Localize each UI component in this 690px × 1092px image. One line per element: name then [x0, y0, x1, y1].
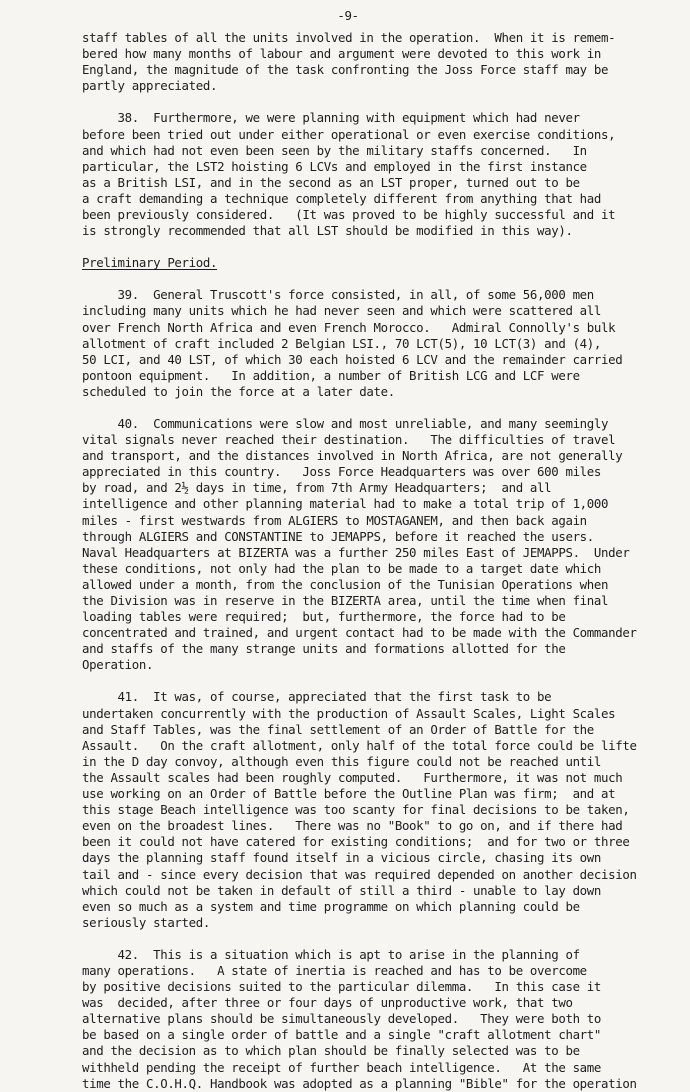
- text-line: partly appreciated.: [82, 78, 218, 94]
- text-line: these conditions, not only had the plan to be made to a target date which: [82, 560, 602, 576]
- text-line: 40. Communications were slow and most unreliable, and many seemingly: [82, 415, 609, 431]
- text-line: staff tables of all the units involved in the operation. When it is remem-: [82, 30, 616, 46]
- text-line: concentrated and trained, and urgent contact had to be made with the Commander: [82, 625, 637, 641]
- text-line: allotment of craft included 2 Belgian LSI., 70 LCT(5), 10 LCT(3) and (4),: [82, 335, 602, 351]
- text-line: many operations. A state of inertia is reached and has to be overcome: [82, 962, 587, 978]
- text-line: been it could not have catered for existing conditions; and for two or three: [82, 834, 630, 850]
- text-line: pontoon equipment. In addition, a number of British LCG and LCF were: [82, 367, 580, 383]
- text-line: seriously started.: [82, 914, 210, 930]
- text-line: which could not be taken in default of still a third - unable to lay down: [82, 882, 602, 898]
- text-line: was decided, after three or four days of unproductive work, that two: [82, 995, 573, 1011]
- page-number: -9-: [337, 8, 359, 23]
- paragraph-gap: [82, 94, 684, 110]
- paragraph-gap: [82, 400, 684, 416]
- paragraph-gap: [82, 239, 684, 255]
- paragraph: [82, 689, 684, 930]
- text-line: over French North Africa and even French Morocco. Admiral Connolly's bulk: [82, 319, 616, 335]
- text-line: before been tried out under either operational or even exercise conditions,: [82, 126, 616, 142]
- text-line: Operation.: [82, 657, 154, 673]
- section-heading: Preliminary Period.: [82, 255, 218, 271]
- paragraph-gap: [82, 673, 684, 689]
- text-line: Naval Headquarters at BIZERTA was a further 250 miles East of JEMAPPS. Under: [82, 544, 630, 560]
- paragraph: [82, 416, 684, 674]
- paragraph: [82, 30, 684, 94]
- text-line: and transport, and the distances involved in North Africa, are not generally: [82, 448, 623, 464]
- paragraph: [82, 287, 684, 400]
- text-line: loading tables were required; but, furthermore, the force had to be: [82, 609, 566, 625]
- text-line: is strongly recommended that all LST should be modified in this way).: [82, 223, 573, 239]
- document-body: [82, 30, 684, 1092]
- text-line: withheld pending the receipt of further beach intelligence. At the same: [82, 1059, 602, 1075]
- text-line: undertaken concurrently with the production of Assault Scales, Light Scales: [82, 705, 616, 721]
- text-line: been previously considered. (It was proved to be highly successful and it: [82, 207, 616, 223]
- text-line: and the decision as to which plan should be finally selected was to be: [82, 1043, 580, 1059]
- text-line: particular, the LST2 hoisting 6 LCVs and employed in the first instance: [82, 158, 587, 174]
- text-line: and Staff Tables, was the final settlement of an Order of Battle for the: [82, 721, 594, 737]
- text-line: scheduled to join the force at a later date.: [82, 383, 395, 399]
- text-line: the Assault scales had been roughly computed. Furthermore, it was not much: [82, 769, 623, 785]
- text-line: a craft demanding a technique completely different from anything that had: [82, 190, 602, 206]
- text-line: intelligence and other planning material had to make a total trip of 1,000: [82, 496, 609, 512]
- text-line: allowed under a month, from the conclusion of the Tunisian Operations when: [82, 576, 609, 592]
- text-line: even on the broadest lines. There was no "Book" to go on, and if there had: [82, 818, 623, 834]
- text-line: through ALGIERS and CONSTANTINE to JEMAPPS, before it reached the users.: [82, 528, 594, 544]
- text-line: vital signals never reached their destination. The difficulties of travel: [82, 432, 616, 448]
- text-line: the Division was in reserve in the BIZERTA area, until the time when final: [82, 593, 609, 608]
- text-line: this stage Beach intelligence was too scanty for final decisions to be taken,: [82, 802, 630, 818]
- text-line: by road, and 2½ days in time, from 7th Army Headquarters; and all: [82, 480, 552, 496]
- text-line: miles - first westwards from ALGIERS to MOSTAGANEM, and then back again: [82, 512, 587, 528]
- text-line: and which had not even been seen by the military staffs concerned. In: [82, 142, 587, 158]
- paragraph-gap: [82, 931, 684, 947]
- paragraph: [82, 110, 684, 239]
- text-line: including many units which he had never seen and which were scattered all: [82, 303, 602, 319]
- text-line: tail and - since every decision that was required depended on another decision: [82, 866, 637, 882]
- text-line: appreciated in this country. Joss Force Headquarters was over 600 miles: [82, 464, 602, 480]
- text-line: Assault. On the craft allotment, only half of the total force could be lifte: [82, 737, 637, 753]
- text-line: as a British LSI, and in the second as an LST proper, turned out to be: [82, 174, 580, 190]
- text-line: days the planning staff found itself in a vicious circle, chasing its own: [82, 850, 602, 866]
- text-line: in the D day convoy, although even this figure could not be reached until: [82, 753, 602, 769]
- text-line: England, the magnitude of the task confronting the Joss Force staff may be: [82, 62, 609, 78]
- paragraph-gap: [82, 271, 684, 287]
- text-line: bered how many months of labour and argument were devoted to this work in: [82, 46, 602, 62]
- text-line: 42. This is a situation which is apt to arise in the planning of: [82, 946, 580, 962]
- text-line: alternative plans should be simultaneously developed. They were both to: [82, 1011, 602, 1027]
- text-line: even so much as a system and time programme on which planning could be: [82, 898, 580, 914]
- text-line: time the C.O.H.Q. Handbook was adopted as a planning "Bible" for the operation: [82, 1075, 637, 1091]
- text-line: by positive decisions suited to the particular dilemma. In this case it: [82, 979, 602, 995]
- text-line: 50 LCI, and 40 LST, of which 30 each hoisted 6 LCV and the remainder carried: [82, 351, 623, 367]
- text-line: use working on an Order of Battle before the Outline Plan was firm; and at: [82, 786, 616, 802]
- text-line: 41. It was, of course, appreciated that the first task to be: [82, 689, 552, 705]
- text-line: 38. Furthermore, we were planning with equipment which had never: [82, 110, 580, 126]
- text-line: 39. General Truscott's force consisted, in all, of some 56,000 men: [82, 287, 594, 303]
- text-line: and staffs of the many strange units and formations allotted for the: [82, 641, 566, 657]
- text-line: be based on a single order of battle and a single "craft allotment chart": [82, 1027, 602, 1043]
- paragraph: [82, 947, 684, 1092]
